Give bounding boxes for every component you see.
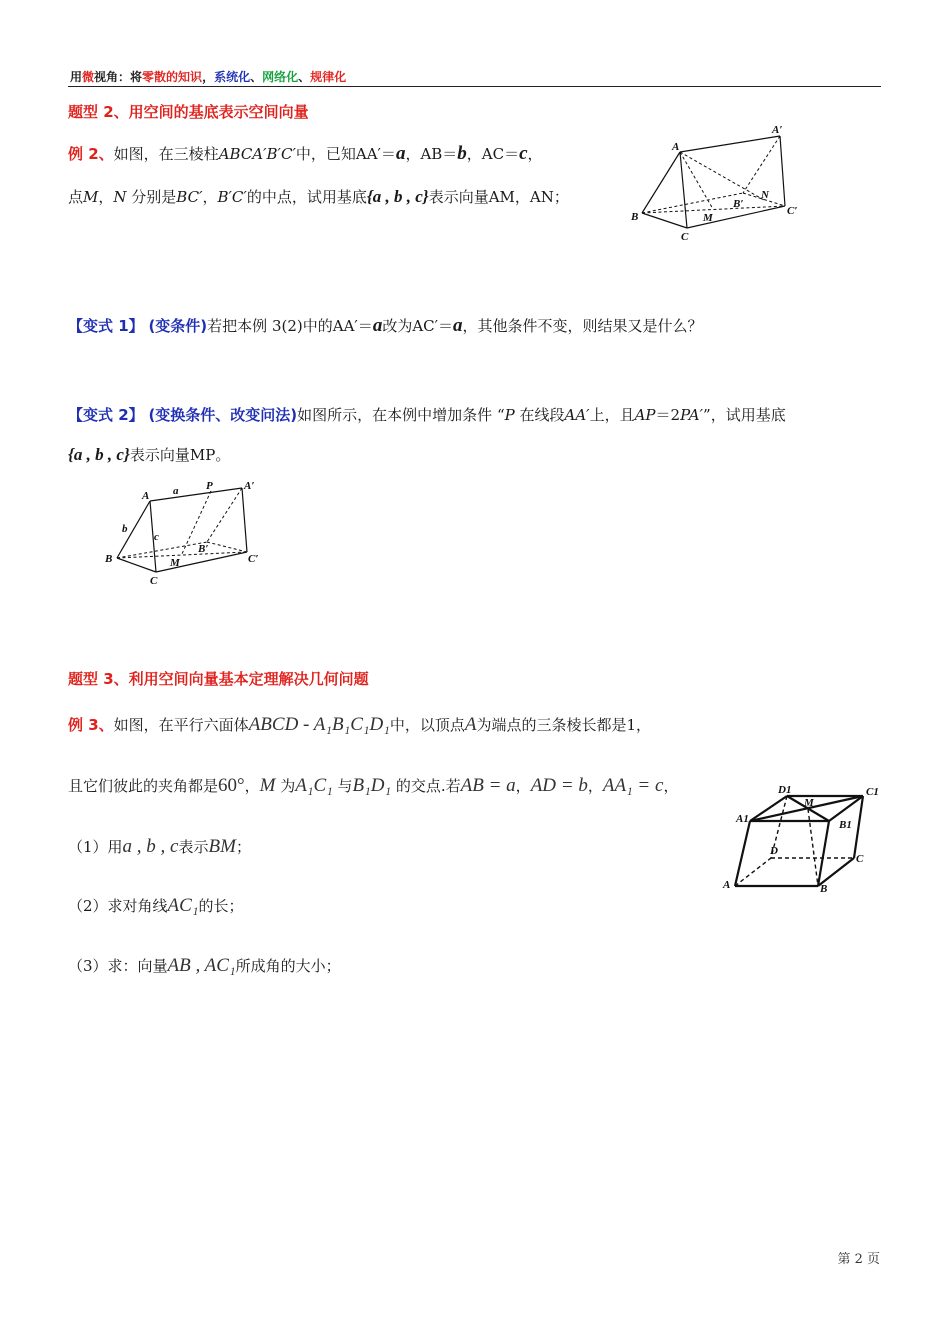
fig3-label: A1 <box>736 813 749 825</box>
fig3-label: A <box>723 879 731 891</box>
fig1-label: N <box>761 189 769 201</box>
figure-prism-1 <box>625 120 815 245</box>
header-text: 、 <box>298 70 311 84</box>
variant1-label: 【变式 1】 <box>68 317 144 335</box>
fig1-label: M <box>703 212 713 224</box>
question-3: （3）求：向量AB , AC₁所成角的大小； <box>68 955 341 976</box>
basis-set: {a , b , c} <box>366 187 429 206</box>
figure-prism-2 <box>100 476 275 588</box>
header-text: ， <box>202 70 215 84</box>
variant2-line1: 【变式 2】 (变换条件、改变问法)如图所示，在本例中增加条件 “P 在线段AA′上，且AP＝2PA′”，试用基底 <box>68 406 786 424</box>
header-text: 微 <box>82 70 95 84</box>
fig2-label: A′ <box>244 480 255 492</box>
fig2-label: B′ <box>198 543 209 555</box>
fig3-label: B1 <box>839 819 852 831</box>
fig2-label: C <box>150 575 158 587</box>
page-header <box>70 68 346 85</box>
figure-parallelepiped <box>718 782 888 898</box>
fig2-label: M <box>170 557 180 569</box>
section-title-type2: 题型 2、用空间的基底表示空间向量 <box>68 103 309 121</box>
example2-line1: 例 2、如图，在三棱柱ABCA′B′C′中，已知AA′＝a，AB＝b，AC＝c， <box>68 143 543 164</box>
fig1-label: A′ <box>772 124 783 136</box>
variant1-tag: (变条件) <box>148 317 208 335</box>
fig1-label: B <box>631 211 639 223</box>
fig3-label: B <box>820 883 828 895</box>
example3-label: 例 3、 <box>68 716 114 734</box>
variant2-label: 【变式 2】 <box>68 406 144 424</box>
header-text: 规律化 <box>310 70 347 84</box>
header-text: 视角：将 <box>94 70 143 84</box>
fig2-label: b <box>122 523 128 535</box>
fig2-label: A <box>142 490 150 502</box>
basis-set: {a , b , c} <box>68 445 130 464</box>
vector-a: a <box>453 315 463 336</box>
question-1: （1）用a , b , c表示BM； <box>68 836 251 857</box>
fig2-label: B <box>105 553 113 565</box>
header-text: 零散的知识 <box>142 70 203 84</box>
vector-b: b <box>457 143 467 164</box>
example3-line2: 且它们彼此的夹角都是60°，M 为A₁C₁ 与B₁D₁ 的交点.若AB = a，AD = b，AA₁ = c， <box>68 775 679 796</box>
fig2-label: P <box>206 480 213 492</box>
fig1-label: B′ <box>733 198 744 210</box>
fig1-label: A <box>672 141 680 153</box>
variant1: 【变式 1】 (变条件)若把本例 3(2)中的AA′＝a改为AC′＝a，其他条件不变，则结果又是什么？ <box>68 315 703 336</box>
fig2-label: c <box>154 531 159 543</box>
fig3-label: D1 <box>778 784 792 796</box>
variant2-tag: (变换条件、改变问法) <box>148 406 298 424</box>
header-text: 用 <box>70 70 83 84</box>
fig1-label: C <box>681 231 689 243</box>
variant2-line2: {a , b , c}表示向量MP。 <box>68 445 231 464</box>
section-title-type3: 题型 3、利用空间向量基本定理解决几何问题 <box>68 670 369 688</box>
vector-a: a <box>395 143 406 164</box>
vector-a: a <box>372 315 383 336</box>
example2-line2: 点M，N 分别是BC′，B′C′的中点，试用基底{a , b , c}表示向量AM，AN； <box>68 187 569 206</box>
example2-label: 例 2、 <box>68 145 114 163</box>
example3-line1: 例 3、如图，在平行六面体ABCD - A₁B₁C₁D₁中，以顶点A为端点的三条棱长都是1， <box>68 714 651 735</box>
page-number: 第 2 页 <box>837 1252 880 1267</box>
fig3-label: M <box>804 797 814 809</box>
fig3-label: C <box>856 853 864 865</box>
header-divider <box>68 86 881 87</box>
fig2-label: C′ <box>248 553 259 565</box>
fig3-label: D <box>770 845 778 857</box>
header-text: 网络化 <box>262 70 299 84</box>
header-text: 、 <box>250 70 263 84</box>
fig2-label: a <box>173 485 179 497</box>
fig1-label: C′ <box>787 205 798 217</box>
vector-c: c <box>519 143 528 164</box>
question-2: （2）求对角线AC₁的长； <box>68 895 244 916</box>
header-text: 系统化 <box>214 70 251 84</box>
fig3-label: C1 <box>866 786 879 798</box>
